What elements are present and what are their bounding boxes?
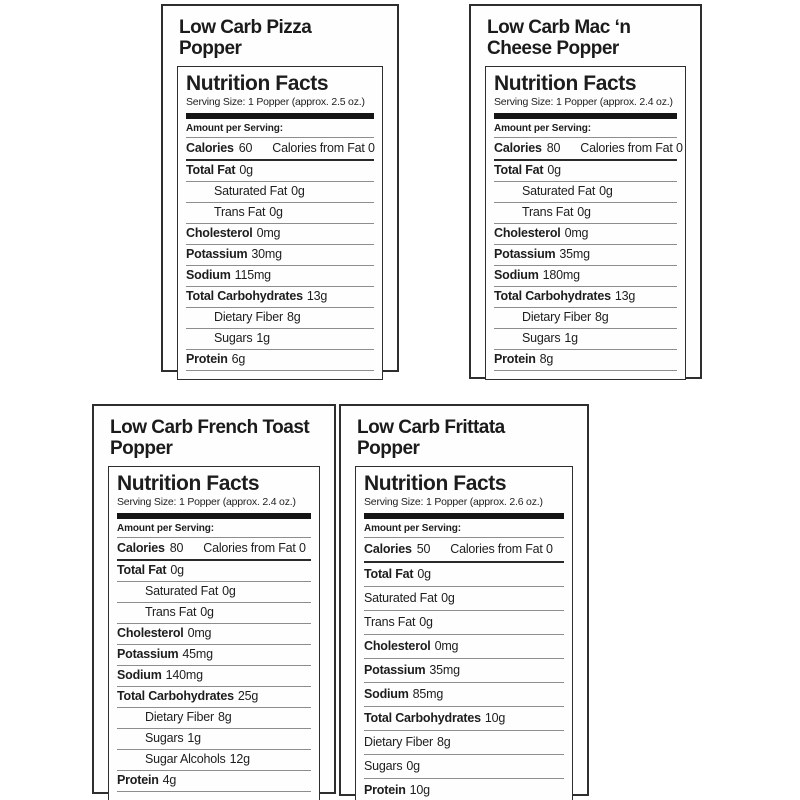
- nutrient-row: [494, 308, 677, 329]
- nutrient-row: [117, 603, 311, 624]
- product-title-line1: Low Carb Mac ‘n: [487, 17, 631, 38]
- calories-row: [186, 138, 374, 161]
- nutrient-label: Total Fat: [494, 163, 544, 178]
- nutrient-row: [364, 611, 564, 635]
- nutrient-label: Trans Fat: [522, 205, 574, 220]
- nutrient-row: [494, 287, 677, 308]
- nutrient-value: 0g: [269, 205, 283, 220]
- label-card-french-toast-popper: [92, 404, 336, 794]
- nutrient-row: [494, 203, 677, 224]
- calories-value: 60: [238, 140, 253, 155]
- nutrient-row: [364, 683, 564, 707]
- nutrient-label: Protein: [364, 782, 406, 797]
- nutrient-row: [117, 708, 311, 729]
- nutrition-facts-panel: [485, 66, 686, 380]
- nutrient-value: 13g: [614, 289, 636, 304]
- calories-from-fat-text: Calories from Fat 0: [272, 140, 375, 155]
- nutrition-facts-heading: Nutrition Facts: [117, 471, 260, 495]
- nutrient-value: 0g: [547, 163, 561, 178]
- nutrient-label: Sodium: [117, 668, 162, 683]
- nutrient-value: 0g: [599, 184, 613, 199]
- nutrient-value: 13g: [306, 289, 328, 304]
- nutrient-row: [494, 329, 677, 350]
- product-title: [357, 418, 573, 460]
- nutrient-value: 0g: [417, 566, 431, 581]
- nutrient-label: Dietary Fiber: [214, 310, 283, 325]
- calories-value: 80: [169, 540, 184, 555]
- nutrient-value: 8g: [539, 352, 554, 367]
- calories-value: 80: [546, 140, 561, 155]
- nutrition-facts-panel: [355, 466, 573, 800]
- nutrient-row: [364, 587, 564, 611]
- product-title-line2: Popper: [357, 437, 420, 459]
- nutrient-label: Total Carbohydrates: [117, 689, 234, 704]
- nutrient-value: 0g: [239, 163, 253, 178]
- nutrient-label: Total Carbohydrates: [364, 710, 481, 725]
- nutrient-value: 1g: [564, 331, 578, 346]
- amount-per-serving-text: Amount per Serving:: [186, 119, 374, 138]
- nutrient-row: [494, 266, 677, 287]
- nutrient-value: 85mg: [412, 686, 444, 701]
- nutrient-value: 8g: [436, 734, 451, 749]
- nutrient-row: [364, 635, 564, 659]
- nutrient-value: 45mg: [182, 647, 213, 662]
- product-title-line2: Popper: [179, 37, 242, 59]
- serving-size-text: Serving Size: 1 Popper (approx. 2.5 oz.): [186, 96, 365, 109]
- nutrient-value: 0g: [577, 205, 591, 220]
- nutrient-row: [186, 224, 374, 245]
- calories-label: Calories: [364, 541, 412, 556]
- nutrient-label: Saturated Fat: [364, 590, 438, 605]
- nutrient-value: 8g: [594, 310, 609, 325]
- nutrient-value: 0g: [170, 563, 184, 578]
- nutrient-row: [364, 731, 564, 755]
- nutrient-row: [117, 624, 311, 645]
- nutrient-label: Cholesterol: [364, 638, 431, 653]
- nutrient-row: [186, 308, 374, 329]
- amount-per-serving-text: Amount per Serving:: [117, 519, 311, 538]
- calories-from-fat-text: Calories from Fat 0: [450, 541, 553, 556]
- product-title-line2: Cheese Popper: [487, 37, 619, 59]
- nutrient-label: Total Carbohydrates: [186, 289, 303, 304]
- nutrient-label: Total Fat: [117, 563, 167, 578]
- nutrient-label: Saturated Fat: [522, 184, 596, 199]
- calories-label: Calories: [186, 140, 234, 155]
- nutrient-value: 12g: [229, 752, 250, 767]
- nutrient-value: 8g: [217, 710, 232, 725]
- nutrient-label: Protein: [494, 352, 536, 367]
- nutrient-label: Dietary Fiber: [364, 734, 433, 749]
- nutrient-value: 0g: [222, 584, 236, 599]
- calories-from-fat-text: Calories from Fat 0: [580, 140, 683, 155]
- nutrient-row: [186, 161, 374, 182]
- nutrient-value: 0g: [291, 184, 305, 199]
- nutrient-row: [186, 245, 374, 266]
- nutrient-value: 1g: [256, 331, 270, 346]
- nutrient-label: Potassium: [117, 647, 179, 662]
- nutrient-label: Sugars: [145, 731, 184, 746]
- nutrient-rows: [186, 161, 374, 371]
- nutrient-value: 35mg: [559, 247, 590, 262]
- nutrient-row: [364, 563, 564, 587]
- nutrient-value: 115mg: [234, 268, 271, 283]
- product-title: [179, 18, 383, 60]
- nutrient-label: Potassium: [186, 247, 248, 262]
- nutrient-row: [186, 182, 374, 203]
- nutrient-label: Cholesterol: [186, 226, 253, 241]
- nutrient-row: [117, 582, 311, 603]
- nutrient-value: 0mg: [187, 626, 212, 641]
- nutrient-value: 10g: [484, 710, 506, 725]
- nutrient-label: Trans Fat: [145, 605, 197, 620]
- nutrient-label: Potassium: [494, 247, 556, 262]
- nutrient-label: Total Fat: [364, 566, 414, 581]
- nutrient-row: [186, 266, 374, 287]
- label-card-mac-n-cheese-popper: [469, 4, 702, 379]
- nutrient-value: 0g: [200, 605, 214, 620]
- product-title-line1: Low Carb French Toast: [110, 417, 310, 438]
- nutrient-row: [117, 666, 311, 687]
- nutrient-value: 6g: [231, 352, 246, 367]
- nutrient-rows: [494, 161, 677, 371]
- nutrient-label: Dietary Fiber: [145, 710, 214, 725]
- nutrition-facts-panel: [177, 66, 383, 380]
- nutrient-row: [364, 779, 564, 800]
- nutrient-label: Sugars: [522, 331, 561, 346]
- nutrient-row: [364, 659, 564, 683]
- nutrient-row: [117, 561, 311, 582]
- calories-value: 50: [416, 541, 431, 556]
- product-title: [110, 418, 320, 460]
- amount-per-serving-text: Amount per Serving:: [494, 119, 677, 138]
- nutrient-value: 30mg: [251, 247, 282, 262]
- nutrient-label: Trans Fat: [214, 205, 266, 220]
- nutrient-row: [494, 161, 677, 182]
- nutrient-row: [117, 645, 311, 666]
- nutrient-row: [186, 350, 374, 371]
- nutrient-value: 0g: [419, 614, 433, 629]
- label-card-pizza-popper: [161, 4, 399, 372]
- nutrient-value: 0mg: [434, 638, 459, 653]
- nutrient-value: 8g: [286, 310, 301, 325]
- nutrient-value: 1g: [187, 731, 201, 746]
- calories-row: [117, 538, 311, 561]
- nutrient-label: Sodium: [364, 686, 409, 701]
- nutrient-rows: [364, 563, 564, 800]
- nutrient-label: Cholesterol: [117, 626, 184, 641]
- label-card-frittata-popper: [339, 404, 589, 796]
- nutrient-label: Saturated Fat: [214, 184, 288, 199]
- product-title-line1: Low Carb Pizza: [179, 17, 312, 38]
- nutrient-row: [186, 203, 374, 224]
- nutrient-label: Sugar Alcohols: [145, 752, 226, 767]
- amount-per-serving-text: Amount per Serving:: [364, 519, 564, 538]
- product-title-line1: Low Carb Frittata: [357, 417, 505, 438]
- nutrient-row: [117, 750, 311, 771]
- nutrient-value: 0g: [406, 758, 420, 773]
- nutrient-label: Saturated Fat: [145, 584, 219, 599]
- nutrient-label: Sugars: [214, 331, 253, 346]
- nutrient-row: [186, 287, 374, 308]
- nutrient-row: [494, 182, 677, 203]
- nutrient-label: Protein: [186, 352, 228, 367]
- nutrient-label: Sugars: [364, 758, 403, 773]
- nutrient-row: [494, 350, 677, 371]
- nutrient-row: [117, 729, 311, 750]
- nutrient-label: Total Fat: [186, 163, 236, 178]
- nutrient-value: 0g: [441, 590, 455, 605]
- nutrient-row: [186, 329, 374, 350]
- nutrient-label: Total Carbohydrates: [494, 289, 611, 304]
- serving-size-text: Serving Size: 1 Popper (approx. 2.4 oz.): [494, 96, 673, 109]
- nutrient-row: [364, 755, 564, 779]
- calories-row: [364, 538, 564, 563]
- nutrient-row: [117, 771, 311, 792]
- nutrient-label: Sodium: [186, 268, 231, 283]
- product-title-line2: Popper: [110, 437, 173, 459]
- nutrient-value: 0mg: [564, 226, 589, 241]
- nutrition-facts-heading: Nutrition Facts: [186, 71, 329, 95]
- nutrient-value: 4g: [162, 773, 177, 788]
- nutrient-label: Trans Fat: [364, 614, 416, 629]
- nutrient-row: [494, 224, 677, 245]
- nutrient-row: [364, 707, 564, 731]
- nutrient-value: 0mg: [256, 226, 281, 241]
- nutrient-row: [494, 245, 677, 266]
- nutrient-label: Sodium: [494, 268, 539, 283]
- nutrient-value: 25g: [237, 689, 259, 704]
- calories-from-fat-text: Calories from Fat 0: [203, 540, 306, 555]
- serving-size-text: Serving Size: 1 Popper (approx. 2.4 oz.): [117, 496, 296, 509]
- product-title: [487, 18, 686, 60]
- nutrient-row: [117, 687, 311, 708]
- nutrient-value: 180mg: [542, 268, 580, 283]
- calories-label: Calories: [494, 140, 542, 155]
- nutrition-facts-heading: Nutrition Facts: [364, 471, 507, 495]
- serving-size-text: Serving Size: 1 Popper (approx. 2.6 oz.): [364, 496, 543, 509]
- nutrient-label: Cholesterol: [494, 226, 561, 241]
- nutrient-rows: [117, 561, 311, 792]
- nutrient-value: 10g: [409, 782, 430, 797]
- calories-label: Calories: [117, 540, 165, 555]
- nutrient-label: Potassium: [364, 662, 426, 677]
- calories-row: [494, 138, 683, 161]
- nutrition-facts-heading: Nutrition Facts: [494, 71, 637, 95]
- nutrition-facts-panel: [108, 466, 320, 800]
- nutrient-value: 35mg: [429, 662, 460, 677]
- nutrient-value: 140mg: [165, 668, 203, 683]
- nutrient-label: Dietary Fiber: [522, 310, 591, 325]
- nutrient-label: Protein: [117, 773, 159, 788]
